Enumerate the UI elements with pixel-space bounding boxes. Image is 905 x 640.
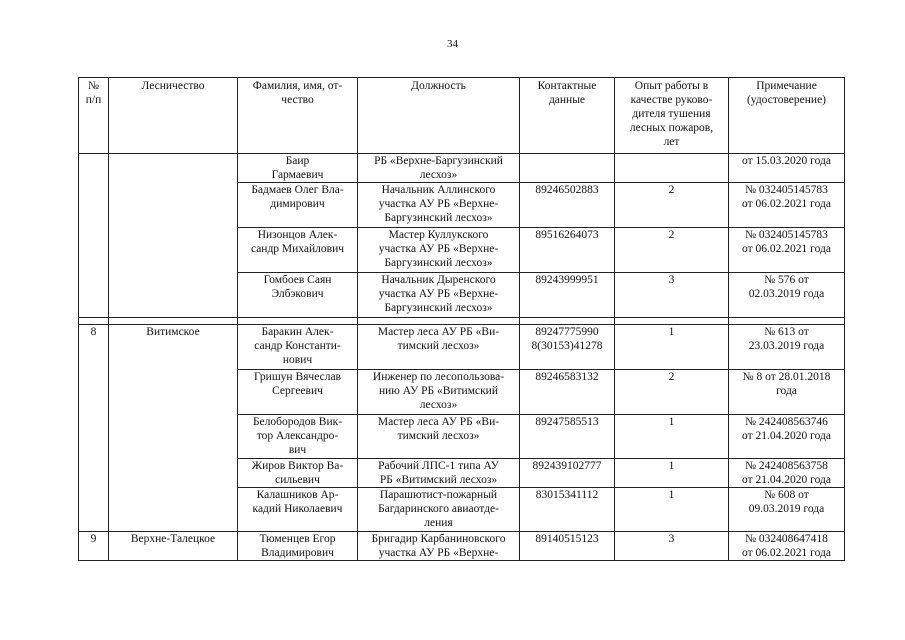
cell-name: Баракин Алек- сандр Константи- нович <box>238 325 358 370</box>
cell-name: Белобородов Вик- тор Александро- вич <box>238 415 358 459</box>
table-row <box>79 154 845 183</box>
cell-num: 9 <box>79 532 109 561</box>
cell-note: № 613 от 23.03.2019 года <box>729 325 845 370</box>
cell-position: Мастер Куллукского участка АУ РБ «Верхне- Баргузинский лесхоз» <box>358 228 520 273</box>
table-spacer-row <box>79 318 845 325</box>
cell-forestry <box>109 154 238 318</box>
cell-contacts: 89247775990 8(30153)41278 <box>520 325 615 370</box>
cell-contacts: 89516264073 <box>520 228 615 273</box>
cell-experience: 3 <box>615 532 729 561</box>
cell-note: № 032408647418 от 06.02.2021 года <box>729 532 845 561</box>
cell-name: Гришун Вячеслав Сергеевич <box>238 370 358 415</box>
header-contacts: Контактные данные <box>520 78 615 154</box>
cell-note: от 15.03.2020 года <box>729 154 845 183</box>
forestry-staff-table <box>78 77 845 561</box>
cell-name: Гомбоев Саян Элбэкович <box>238 273 358 318</box>
cell-contacts: 89243999951 <box>520 273 615 318</box>
cell-experience: 2 <box>615 228 729 273</box>
cell-position: Начальник Аллинского участка АУ РБ «Верхне- Баргузинский лесхоз» <box>358 183 520 228</box>
cell-note: № 032405145783 от 06.02.2021 года <box>729 228 845 273</box>
cell-experience: 3 <box>615 273 729 318</box>
header-experience: Опыт работы в качестве руково- дителя тушения лесных пожаров, лет <box>615 78 729 154</box>
cell-contacts <box>520 154 615 183</box>
cell-num <box>79 154 109 318</box>
cell-num: 8 <box>79 325 109 532</box>
header-forestry: Лесничество <box>109 78 238 154</box>
cell-note: № 8 от 28.01.2018 года <box>729 370 845 415</box>
table-row <box>79 325 845 370</box>
cell-note: № 242408563746 от 21.04.2020 года <box>729 415 845 459</box>
cell-contacts: 89246583132 <box>520 370 615 415</box>
cell-note: № 032405145783 от 06.02.2021 года <box>729 183 845 228</box>
cell-experience: 2 <box>615 183 729 228</box>
cell-experience <box>615 154 729 183</box>
cell-position: Мастер леса АУ РБ «Ви- тимский лесхоз» <box>358 415 520 459</box>
cell-name: Жиров Виктор Ва- сильевич <box>238 459 358 488</box>
page-number: 34 <box>447 38 458 50</box>
header-num: № п/п <box>79 78 109 154</box>
cell-experience: 1 <box>615 488 729 532</box>
cell-position: Бригадир Карбаниновского участка АУ РБ «Верхне- <box>358 532 520 561</box>
cell-note: № 242408563758 от 21.04.2020 года <box>729 459 845 488</box>
cell-forestry: Витимское <box>109 325 238 532</box>
header-note: Примечание (удостоверение) <box>729 78 845 154</box>
cell-position: Мастер леса АУ РБ «Ви- тимский лесхоз» <box>358 325 520 370</box>
cell-position: Инженер по лесопользова- нию АУ РБ «Витимский лесхоз» <box>358 370 520 415</box>
cell-experience: 1 <box>615 459 729 488</box>
cell-note: № 576 от 02.03.2019 года <box>729 273 845 318</box>
cell-contacts: 89246502883 <box>520 183 615 228</box>
cell-name: Бадмаев Олег Вла- димирович <box>238 183 358 228</box>
cell-experience: 1 <box>615 325 729 370</box>
table-header-row <box>79 78 845 154</box>
header-position: Должность <box>358 78 520 154</box>
cell-contacts: 89140515123 <box>520 532 615 561</box>
cell-name: Баир Гармаевич <box>238 154 358 183</box>
cell-position: Рабочий ЛПС-1 типа АУ РБ «Витимский лесхоз» <box>358 459 520 488</box>
cell-note: № 608 от 09.03.2019 года <box>729 488 845 532</box>
cell-contacts: 89247585513 <box>520 415 615 459</box>
cell-contacts: 892439102777 <box>520 459 615 488</box>
cell-name: Низонцов Алек- сандр Михайлович <box>238 228 358 273</box>
cell-experience: 1 <box>615 415 729 459</box>
table-row <box>79 532 845 561</box>
cell-name: Тюменцев Егор Владимирович <box>238 532 358 561</box>
cell-experience: 2 <box>615 370 729 415</box>
cell-position: Начальник Дыренского участка АУ РБ «Верхне- Баргузинский лесхоз» <box>358 273 520 318</box>
cell-position: РБ «Верхне-Баргузинский лесхоз» <box>358 154 520 183</box>
header-name: Фамилия, имя, от- чество <box>238 78 358 154</box>
cell-contacts: 83015341112 <box>520 488 615 532</box>
cell-position: Парашютист-пожарный Багдаринского авиаотде- ления <box>358 488 520 532</box>
cell-name: Калашников Ар- кадий Николаевич <box>238 488 358 532</box>
cell-forestry: Верхне-Талецкое <box>109 532 238 561</box>
